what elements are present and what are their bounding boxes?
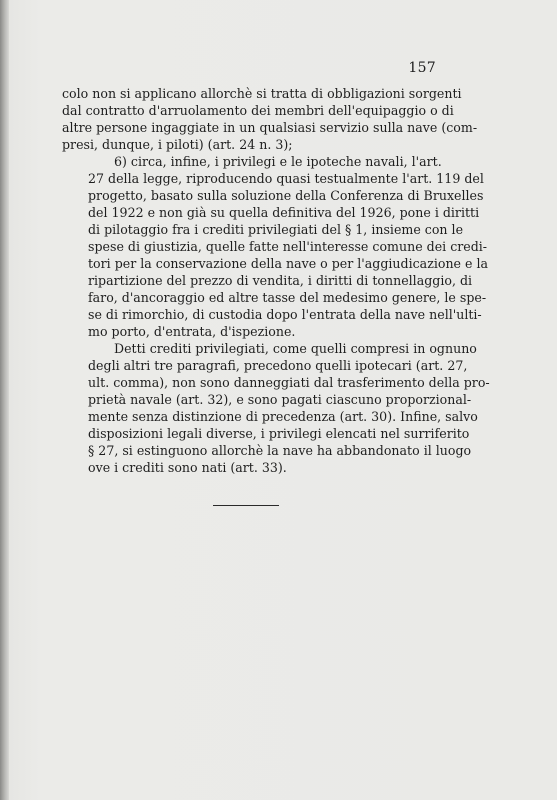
text-line: mo porto, d'entrata, d'ispezione. [88, 324, 296, 339]
section-separator-rule [213, 505, 279, 506]
text-line: faro, d'ancoraggio ed altre tasse del medesimo genere, le spe- [88, 290, 487, 305]
text-line: ove i crediti sono nati (art. 33). [88, 460, 287, 475]
text-line: tori per la conservazione della nave o per l'aggiudicazione e la [88, 256, 488, 271]
text-line: dal contratto d'arruolamento dei membri dell'equipaggio o di [62, 103, 454, 118]
text-line: del 1922 e non già su quella definitiva del 1926, pone i diritti [88, 205, 480, 220]
paragraph-1 [62, 85, 478, 153]
text-line: degli altri tre paragrafi, precedono quelli ipotecari (art. 27, [88, 358, 468, 373]
text-line: se di rimorchio, di custodia dopo l'entrata della nave nell'ulti- [88, 307, 482, 322]
text-line: mente senza distinzione di precedenza (art. 30). Infine, salvo [88, 409, 478, 424]
text-line: 6) circa, infine, i privilegi e le ipoteche navali, l'art. [114, 154, 442, 169]
text-line: presi, dunque, i piloti) (art. 24 n. 3); [62, 137, 293, 152]
text-line: progetto, basato sulla soluzione della Conferenza di Bruxelles [88, 188, 484, 203]
text-line: spese di giustizia, quelle fatte nell'interesse comune dei credi- [88, 239, 488, 254]
text-line: colo non si applicano allorchè si tratta di obbligazioni sorgenti [62, 86, 462, 101]
text-line: ripartizione del prezzo di vendita, i diritti di tonnellaggio, di [88, 273, 473, 288]
body-text [62, 85, 490, 476]
text-line: disposizioni legali diverse, i privilegi elencati nel surriferito [88, 426, 470, 441]
text-line: di pilotaggio fra i crediti privilegiati del § 1, insieme con le [88, 222, 464, 237]
page-number: 157 [408, 60, 436, 76]
text-line: altre persone ingaggiate in un qualsiasi servizio sulla nave (com- [62, 120, 478, 135]
text-line: § 27, si estinguono allorchè la nave ha abbandonato il luogo [88, 443, 472, 458]
paragraph-3 [62, 340, 490, 476]
text-line: 27 della legge, riproducendo quasi testualmente l'art. 119 del [88, 171, 484, 186]
text-line: ult. comma), non sono danneggiati dal trasferimento della pro- [88, 375, 490, 390]
text-line: Detti crediti privilegiati, come quelli compresi in ognuno [114, 341, 477, 356]
paragraph-2 [62, 153, 488, 340]
page-binding-shadow [0, 0, 9, 800]
text-line: prietà navale (art. 32), e sono pagati ciascuno proporzional- [88, 392, 472, 407]
